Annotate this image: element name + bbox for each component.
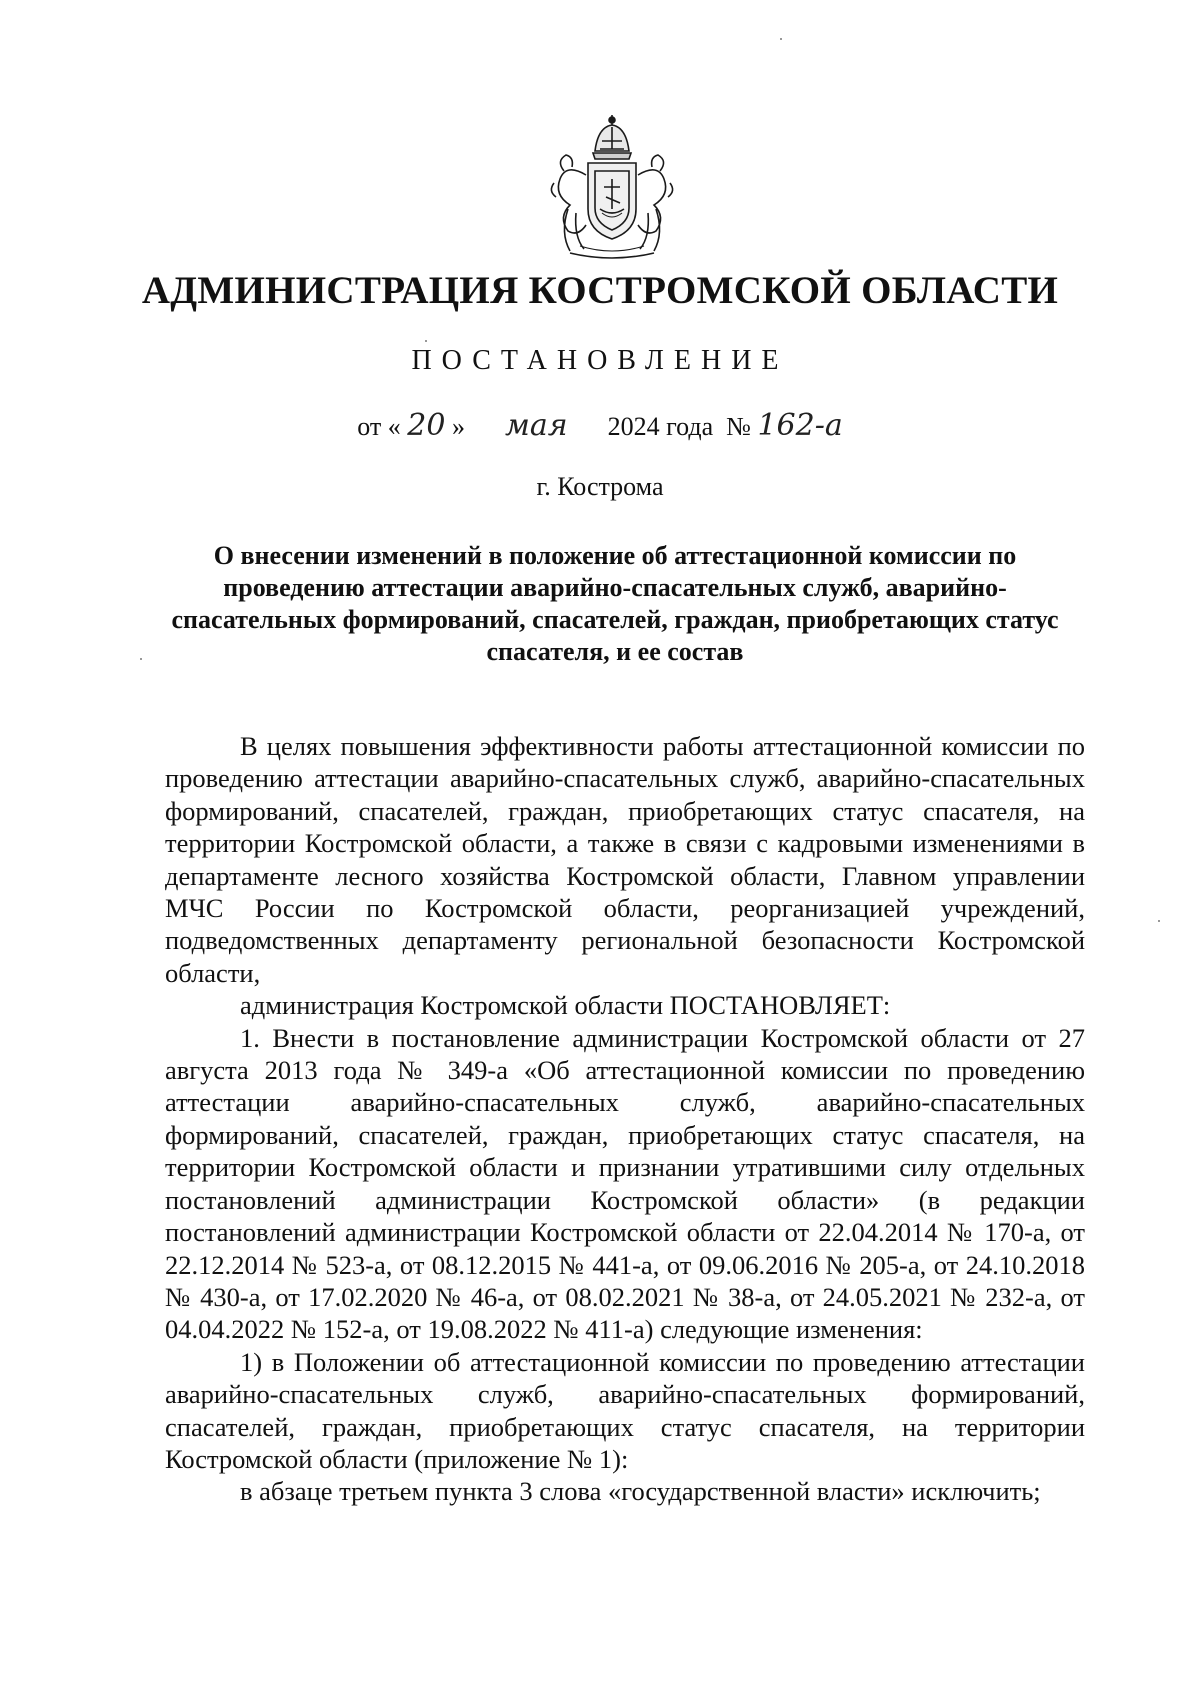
handwritten-number: 162-а	[757, 408, 843, 443]
paragraph: 1) в Положении об аттестационной комиссии по проведению аттестации аварийно-спасательных служб, аварийно-спасательных формирований, спасателей, граждан, приобретающих статус спасателя, на территории Костромской области (приложение № 1):	[165, 1346, 1085, 1474]
coat-of-arms-emblem	[540, 113, 685, 263]
date-line	[0, 408, 1200, 443]
date-day-close: »	[451, 412, 465, 441]
handwritten-month: мая	[504, 408, 568, 443]
scan-speck	[780, 38, 782, 40]
paragraph: 1. Внести в постановление администрации Костромской области от 27 августа 2013 года № 349-а «Об аттестационной комиссии по проведению аттестации аварийно-спасательных служб, аварийно-спасательных формирований, спасателей, граждан, приобретающих статус спасателя, на территории Костромской области и признании утратившими силу отдельных постановлений администрации Костромской области» (в редакции постановлений администрации Костромской области от 22.04.2014 № 170-а, от 22.12.2014 № 523-а, от 08.12.2015 № 441-а, от 09.06.2016 № 205-а, от 24.10.2018 № 430-а, от 17.02.2020 № 46-а, от 08.02.2021 № 38-а, от 24.05.2021 № 232-а, от 04.04.2022 № 152-а, от 19.08.2022 № 411-а) следующие изменения:	[165, 1022, 1085, 1345]
paragraph: В целях повышения эффективности работы аттестационной комиссии по проведению аттестации аварийно-спасательных служб, аварийно-спасательных формирований, спасателей, граждан, приобретающих статус спасателя, на территории Костромской области, а также в связи с кадровыми изменениями в департаменте лесного хозяйства Костромской области, Главном управлении МЧС России по Костромской области, реорганизацией учреждений, подведомственных департаменту региональной безопасности Костромской области,	[165, 731, 1085, 988]
number-prefix: №	[726, 412, 751, 441]
paragraph: администрация Костромской области ПОСТАНОВЛЯЕТ:	[240, 990, 891, 1021]
scan-speck	[1158, 920, 1160, 922]
organization-title: АДМИНИСТРАЦИЯ КОСТРОМСКОЙ ОБЛАСТИ	[141, 269, 1059, 312]
date-prefix: от «	[357, 412, 401, 441]
date-year: 2024 года	[607, 412, 714, 441]
paragraph: в абзаце третьем пункта 3 слова «государственной власти» исключить;	[240, 1476, 1041, 1507]
document-subject: О внесении изменений в положение об аттестационной комиссии по проведению аттестации аварийно-спасательных служб, аварийно-спасательных формирований, спасателей, граждан, приобретающих статус спасателя, и ее состав	[171, 541, 1059, 666]
handwritten-day: 20	[407, 408, 446, 443]
document-body	[165, 730, 1085, 1508]
scan-speck	[425, 340, 427, 342]
document-type: ПОСТАНОВЛЕНИЕ	[411, 345, 789, 376]
scan-speck	[140, 658, 142, 660]
city: г. Кострома	[536, 472, 664, 501]
